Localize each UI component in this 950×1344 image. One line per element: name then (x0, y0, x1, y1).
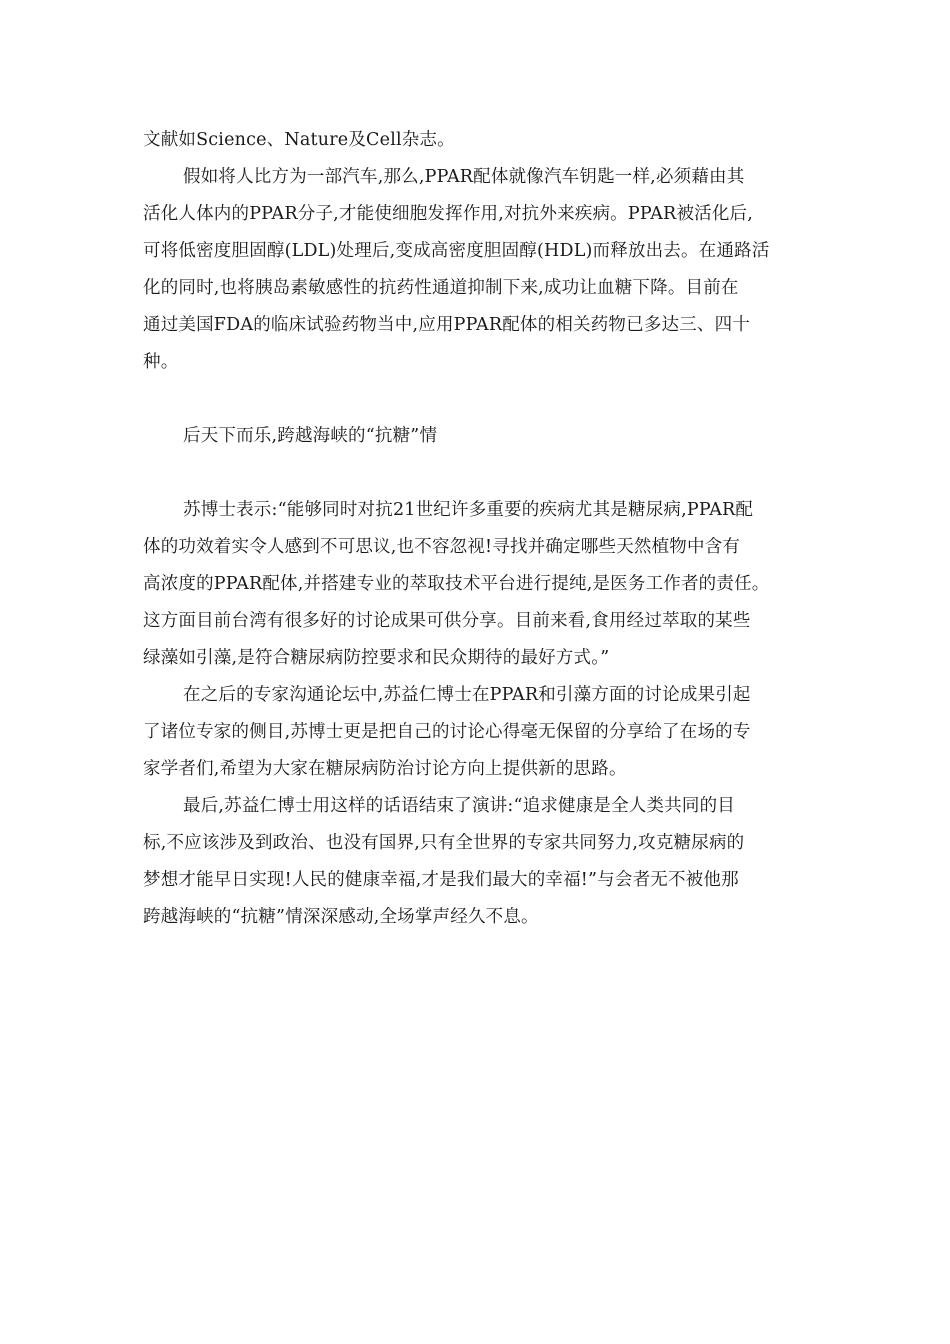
paragraph-dr-su-statement (143, 492, 809, 677)
blank-line (143, 455, 809, 492)
paragraph-closing-speech (143, 788, 809, 936)
text-line: 体的功效着实令人感到不可思议,也不容忽视!寻找并确定哪些天然植物中含有 (143, 537, 741, 557)
paragraph-ppar-car-key (143, 159, 809, 381)
text-line: 苏博士表示:“能够同时对抗21世纪许多重要的疾病尤其是糖尿病,PPAR配 (183, 500, 754, 520)
text-line: 最后,苏益仁博士用这样的话语结束了演讲:“追求健康是全人类共同的目 (183, 796, 736, 816)
text-line: 跨越海峡的“抗糖”情深深感动,全场掌声经久不息。 (143, 907, 539, 927)
text-line: 文献如Science、Nature及Cell杂志。 (143, 130, 455, 150)
text-line: 假如将人比方为一部汽车,那么,PPAR配体就像汽车钥匙一样,必须藉由其 (183, 167, 745, 187)
heading-text: 后天下而乐,跨越海峡的“抗糖”情 (183, 426, 438, 446)
paragraph-references-tail (143, 122, 809, 159)
text-line: 可将低密度胆固醇(LDL)处理后,变成高密度胆固醇(HDL)而释放出去。在通路活 (143, 241, 770, 261)
section-heading (143, 418, 809, 455)
text-line: 在之后的专家沟通论坛中,苏益仁博士在PPAR和引藻方面的讨论成果引起 (183, 685, 751, 705)
text-line: 梦想才能早日实现!人民的健康幸福,才是我们最大的幸福!”与会者无不被他那 (143, 870, 739, 890)
text-line: 高浓度的PPAR配体,并搭建专业的萃取技术平台进行提纯,是医务工作者的责任。 (143, 574, 770, 594)
text-line: 这方面目前台湾有很多好的讨论成果可供分享。目前来看,食用经过萃取的某些 (143, 611, 751, 631)
text-line: 标,不应该涉及到政治、也没有国界,只有全世界的专家共同努力,攻克糖尿病的 (143, 833, 745, 853)
paragraph-expert-forum (143, 677, 809, 788)
text-line: 种。 (143, 352, 179, 372)
text-line: 活化人体内的PPAR分子,才能使细胞发挥作用,对抗外来疾病。PPAR被活化后, (143, 204, 754, 224)
blank-line (143, 381, 809, 418)
text-line: 家学者们,希望为大家在糖尿病防治讨论方向上提供新的思路。 (143, 759, 627, 779)
document-body (143, 122, 809, 936)
text-line: 化的同时,也将胰岛素敏感性的抗药性通道抑制下来,成功让血糖下降。目前在 (143, 278, 739, 298)
text-line: 了诸位专家的侧目,苏博士更是把自己的讨论心得毫无保留的分享给了在场的专 (143, 722, 751, 742)
text-line: 绿藻如引藻,是符合糖尿病防控要求和民众期待的最好方式。” (143, 648, 610, 668)
text-line: 通过美国FDA的临床试验药物当中,应用PPAR配体的相关药物已多达三、四十 (143, 315, 751, 335)
